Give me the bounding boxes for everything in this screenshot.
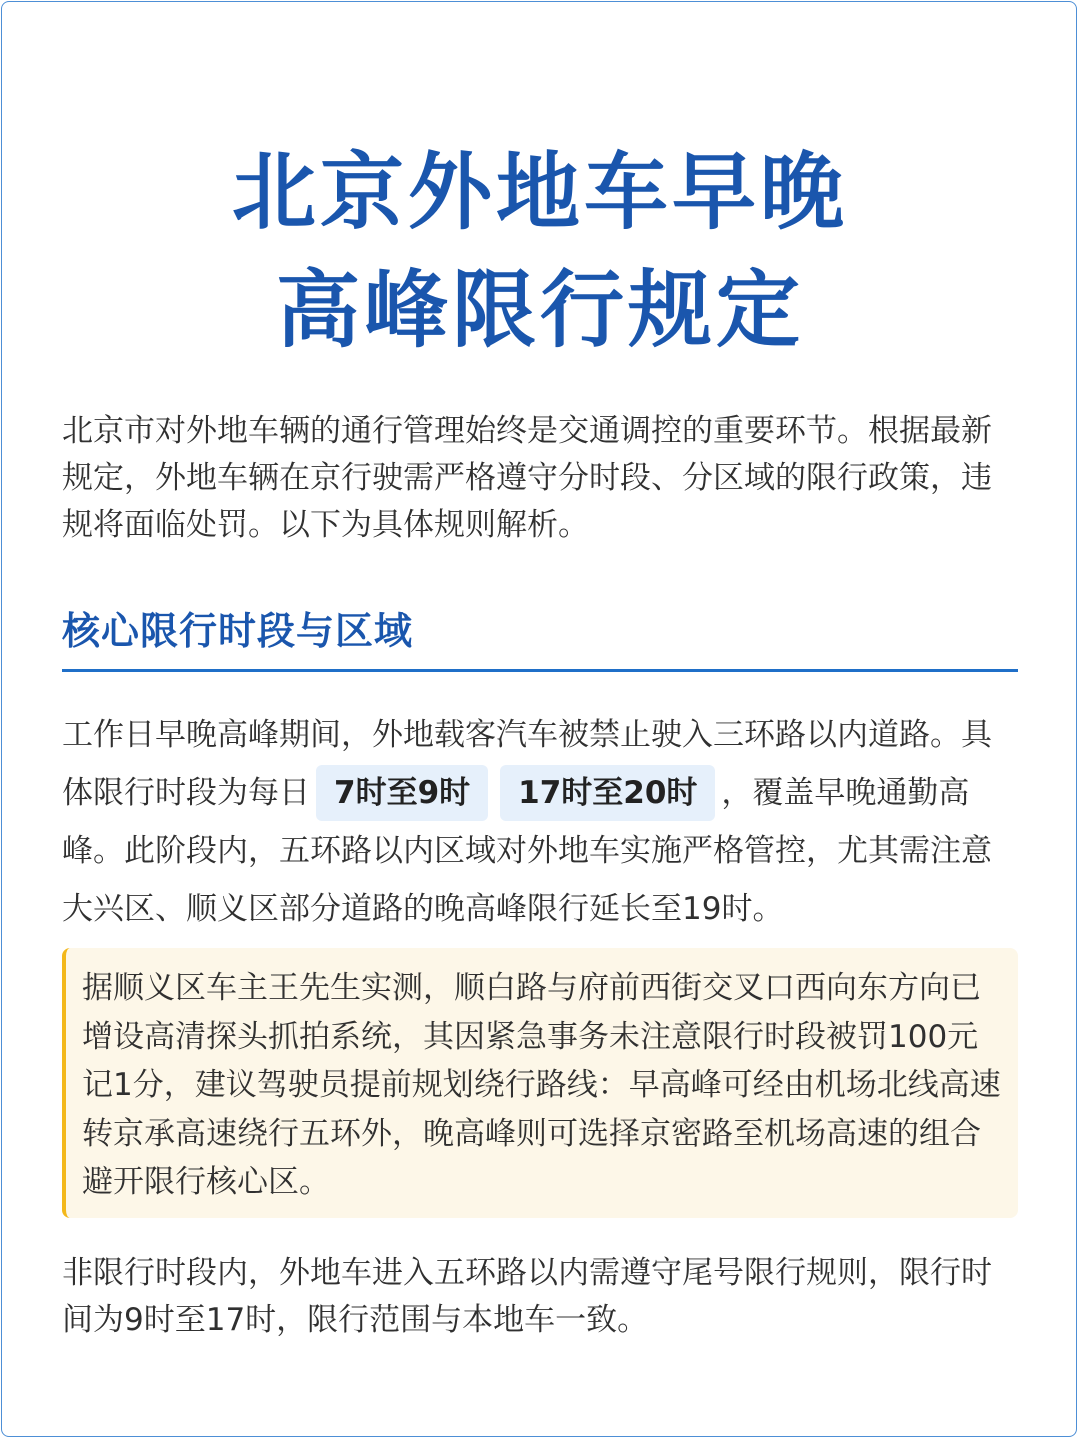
page-title-line1: 北京外地车早晚 bbox=[231, 143, 848, 241]
restriction-paragraph bbox=[62, 706, 1020, 938]
section-divider bbox=[62, 669, 1018, 672]
callout-box bbox=[62, 948, 1018, 1218]
time-badge-morning: 7时至9时 bbox=[316, 765, 488, 821]
page-title-line2: 高峰限行规定 bbox=[275, 261, 804, 359]
callout-text: 据顺义区车主王先生实测，顺白路与府前西街交叉口西向东方向已增设高清探头抓拍系统，其因紧急事务未注意限行时段被罚100元记1分，建议驾驶员提前规划绕行路线：早高峰可经由机场北线高速转京承高速绕行五环外，晚高峰则可选择京密路至机场高速的组合避开限行核心区。 bbox=[82, 970, 1001, 1200]
non-peak-paragraph: 非限行时段内，外地车进入五环路以内需遵守尾号限行规则，限行时间为9时至17时，限行范围与本地车一致。 bbox=[62, 1255, 992, 1338]
restriction-text-before: 工作日早晚高峰期间，外地载客汽车被禁止驶入三环路以内道路。具体限行时段为每日 bbox=[62, 717, 992, 811]
intro-paragraph: 北京市对外地车辆的通行管理始终是交通调控的重要环节。根据最新规定，外地车辆在京行驶需严格遵守分时段、分区域的限行政策，违规将面临处罚。以下为具体规则解析。 bbox=[62, 413, 992, 543]
time-badge-evening: 17时至20时 bbox=[500, 765, 715, 821]
section-heading: 核心限行时段与区域 bbox=[62, 609, 414, 653]
restriction-text-after: ，覆盖早晚通勤高峰。此阶段内，五环路以内区域对外地车实施严格管控，尤其需注意大兴区、顺义区部分道路的晚高峰限行延长至19时。 bbox=[62, 775, 992, 927]
